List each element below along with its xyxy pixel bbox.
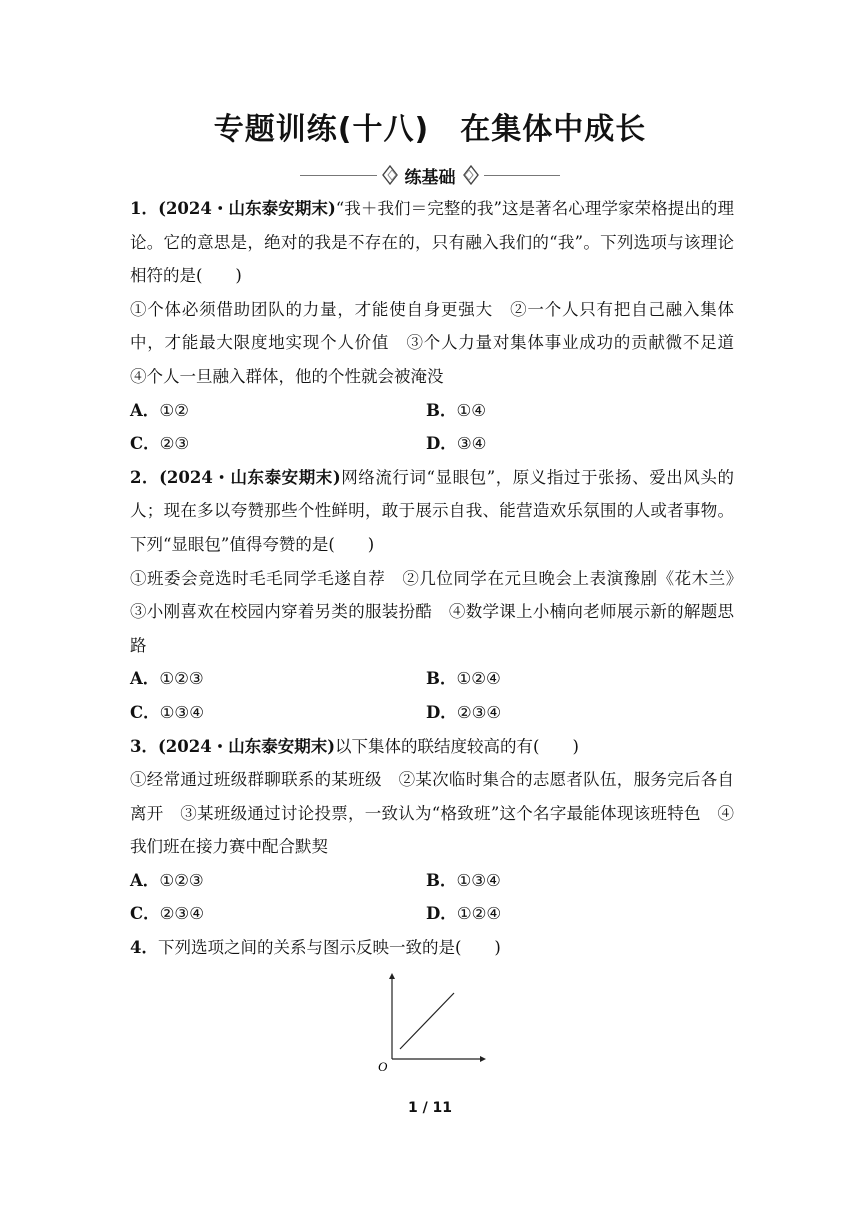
question-source: (2024・山东泰安期末) [159, 467, 341, 487]
origin-label: O [378, 1058, 388, 1073]
page-title: 专题训练(十八) 在集体中成长 [213, 112, 647, 147]
options-row [130, 427, 734, 461]
options-row [130, 662, 734, 696]
question-1 [130, 192, 751, 461]
option-key: C． [130, 434, 160, 454]
option-b [426, 864, 722, 898]
divider-right [484, 175, 561, 176]
question-statements: ①班委会竞选时毛毛同学毛遂自荐 ②几位同学在元旦晚会上表演豫剧《花木兰》 ③小刚喜欢在校园内穿着另类的服装扮酷 ④数学课上小楠向老师展示新的解题思路 [130, 568, 751, 655]
option-key: A． [130, 400, 160, 420]
question-number: 1． [130, 199, 159, 218]
question-text: “我＋我们＝完整的我”这是著名心理学家荣格提出的理论。它的意思是，绝对的我是不存在的，只有融入我们的“我”。下列选项与该理论相符的是( ) [130, 199, 734, 286]
option-text: ①③④ [456, 870, 501, 890]
option-text: ①②③ [159, 669, 204, 689]
question-stem [130, 461, 734, 562]
option-c [130, 427, 426, 461]
options-row [130, 897, 734, 931]
option-a [130, 394, 426, 428]
question-list [130, 192, 751, 1115]
option-key: A． [130, 870, 160, 890]
option-a [130, 662, 426, 696]
option-text: ①④ [456, 400, 487, 420]
question-number: 4． [130, 938, 158, 958]
options-row [130, 696, 734, 730]
options-row [130, 864, 734, 898]
page-number: 1 / 11 [407, 1100, 453, 1116]
question-2 [130, 461, 751, 730]
question-text: 网络流行词“显眼包”，原义指过于张扬、爱出风头的人；现在多以夸赞那些个性鲜明，敢于展示自我、能营造欢乐氛围的人或者事物。下列“显眼包”值得夸赞的是( ) [130, 467, 734, 554]
question-number: 2． [130, 467, 160, 487]
option-b [426, 662, 722, 696]
option-key: D． [426, 434, 457, 454]
option-key: C． [130, 904, 160, 924]
question-stem [130, 192, 734, 293]
question-statements: ①个体必须借助团队的力量，才能使自身更强大 ②一个人只有把自己融入集体中，才能最大限度地实现个人价值 ③个人力量对集体事业成功的贡献微不足道 ④个人一旦融入群体，他的个性就会被淹没 [130, 299, 751, 386]
option-text: ①②④ [456, 904, 502, 924]
question-source: (2024・山东泰安期末) [158, 199, 336, 218]
question-text: 下列选项之间的关系与图示反映一致的是( ) [157, 938, 501, 958]
option-key: B． [426, 669, 457, 689]
option-text: ③④ [456, 434, 487, 454]
section-banner [300, 164, 560, 186]
option-c [130, 897, 426, 931]
option-text: ②③④ [159, 904, 205, 924]
x-axis-arrow-icon [480, 1056, 486, 1062]
question-number: 3． [130, 736, 158, 756]
question-4 [130, 931, 734, 1115]
option-text: ②③④ [456, 702, 502, 722]
diagonal-line [400, 993, 454, 1049]
question-stem [130, 730, 734, 764]
option-key: D． [426, 702, 457, 722]
option-c [130, 696, 426, 730]
diamond-icon [381, 164, 399, 186]
option-key: C． [130, 702, 160, 722]
y-axis-arrow-icon [389, 973, 395, 979]
option-text: ①② [159, 400, 189, 420]
question-stem [130, 931, 734, 965]
diamond-icon [462, 164, 480, 186]
option-d [426, 427, 722, 461]
section-label: 练基础 [404, 167, 456, 188]
option-key: D． [426, 904, 457, 924]
question-3 [130, 730, 734, 932]
question-statements: ①经常通过班级群聊联系的某班级 ②某次临时集合的志愿者队伍，服务完后各自离开 ③某班级通过讨论投票，一致认为“格致班”这个名字最能体现该班特色 ④我们班在接力赛中配合默契 [130, 770, 734, 857]
option-key: B． [426, 870, 457, 890]
option-d [426, 897, 722, 931]
relation-figure [130, 965, 734, 1115]
line-graph-figure [376, 973, 486, 1073]
option-text: ①③④ [159, 702, 205, 722]
question-source: (2024・山东泰安期末) [157, 736, 336, 756]
options-row [130, 394, 734, 428]
option-text: ②③ [159, 434, 190, 454]
option-text: ①②④ [456, 669, 501, 689]
option-b [426, 394, 722, 428]
option-a [130, 864, 426, 898]
option-d [426, 696, 722, 730]
divider-left [300, 175, 377, 176]
option-key: B． [426, 400, 457, 420]
question-text: 以下集体的联结度较高的有( ) [335, 736, 579, 756]
option-text: ①②③ [159, 870, 204, 890]
option-key: A． [130, 669, 160, 689]
